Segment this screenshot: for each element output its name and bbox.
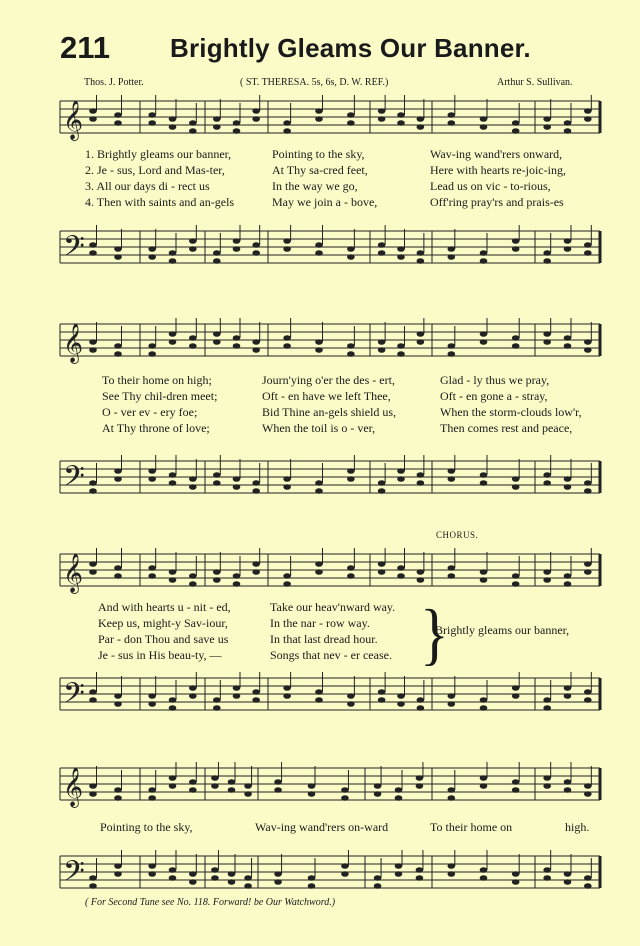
lyric: Then comes rest and peace, <box>440 421 573 435</box>
lyric: In the nar - row way. <box>270 616 370 630</box>
lyric: In that last dread hour. <box>270 632 378 646</box>
bass-staff-system3 <box>0 672 640 722</box>
treble-staff-system4 <box>0 762 640 812</box>
lyric: Songs that nev - er cease. <box>270 648 392 662</box>
lyric: Wav-ing wand'rers onward, <box>430 147 563 161</box>
lyric: In the way we go, <box>272 179 358 193</box>
svg-text:𝄢: 𝄢 <box>63 230 85 270</box>
svg-text:𝄢: 𝄢 <box>63 677 85 717</box>
svg-text:𝄞: 𝄞 <box>63 553 84 593</box>
lyric: Pointing to the sky, <box>100 820 193 834</box>
lyric: Here with hearts re-joic-ing, <box>430 163 566 177</box>
lyric: O - ver ev - ery foe; <box>102 405 198 419</box>
svg-text:𝄞: 𝄞 <box>63 100 84 140</box>
chorus-label: CHORUS. <box>436 530 479 540</box>
hymn-title: Brightly Gleams Our Banner. <box>170 33 531 63</box>
hymn-number: 211 <box>60 30 111 65</box>
lyric: Pointing to the sky, <box>272 147 365 161</box>
lyric: Wav-ing wand'rers on-ward <box>255 820 389 834</box>
lyric: At Thy sa-cred feet, <box>272 163 368 177</box>
composer-credit: Arthur S. Sullivan. <box>497 77 573 88</box>
treble-staff-system3 <box>0 548 640 598</box>
lyric: 2. Je - sus, Lord and Mas-ter, <box>85 163 225 177</box>
treble-staff-system1 <box>0 95 640 145</box>
lyric: Take our heav'nward way. <box>270 600 396 614</box>
treble-staff-system2 <box>0 318 640 368</box>
chorus-lyric: Brightly gleams our banner, <box>435 623 570 637</box>
lyric-brace: } <box>420 595 449 672</box>
lyric: Glad - ly thus we pray, <box>440 373 550 387</box>
lyric: Off'ring pray'rs and prais-es <box>430 195 564 209</box>
lyric: 3. All our days di - rect us <box>85 179 210 193</box>
lyric: May we join a - bove, <box>272 195 378 209</box>
lyric: When the toil is o - ver, <box>262 421 376 435</box>
lyric: See Thy chil-dren meet; <box>102 389 218 403</box>
lyric: Bid Thine an-gels shield us, <box>262 405 397 419</box>
bass-staff-system1 <box>0 225 640 275</box>
lyricist-credit: Thos. J. Potter. <box>84 77 144 88</box>
svg-text:𝄞: 𝄞 <box>63 323 84 363</box>
bass-staff-system4 <box>0 850 640 900</box>
footer-note: ( For Second Tune see No. 118. Forward! be Our Watchword.) <box>85 897 336 908</box>
lyric: When the storm-clouds low'r, <box>440 405 582 419</box>
lyric: At Thy throne of love; <box>102 421 210 435</box>
lyric: Oft - en have we left Thee, <box>262 389 391 403</box>
lyric: To their home on high; <box>102 373 212 387</box>
tune-info: ( ST. THERESA. 5s, 6s, D. W. REF.) <box>240 77 389 88</box>
lyric: Lead us on vic - to-rious, <box>430 179 551 193</box>
svg-text:𝄞: 𝄞 <box>63 767 84 807</box>
lyric: Je - sus in His beau-ty, — <box>98 648 222 662</box>
lyric: 1. Brightly gleams our banner, <box>85 147 232 161</box>
bass-staff-system2 <box>0 455 640 505</box>
lyric: Par - don Thou and save us <box>98 632 229 646</box>
lyric: To their home on <box>430 820 513 834</box>
lyric: Keep us, might-y Sav-iour, <box>98 616 228 630</box>
lyric: high. <box>565 820 590 834</box>
svg-text:𝄢: 𝄢 <box>63 855 85 895</box>
lyric: Journ'ying o'er the des - ert, <box>262 373 395 387</box>
lyric: And with hearts u - nit - ed, <box>98 600 231 614</box>
lyric: 4. Then with saints and an-gels <box>85 195 235 209</box>
lyric: Oft - en gone a - stray, <box>440 389 548 403</box>
svg-text:𝄢: 𝄢 <box>63 460 85 500</box>
